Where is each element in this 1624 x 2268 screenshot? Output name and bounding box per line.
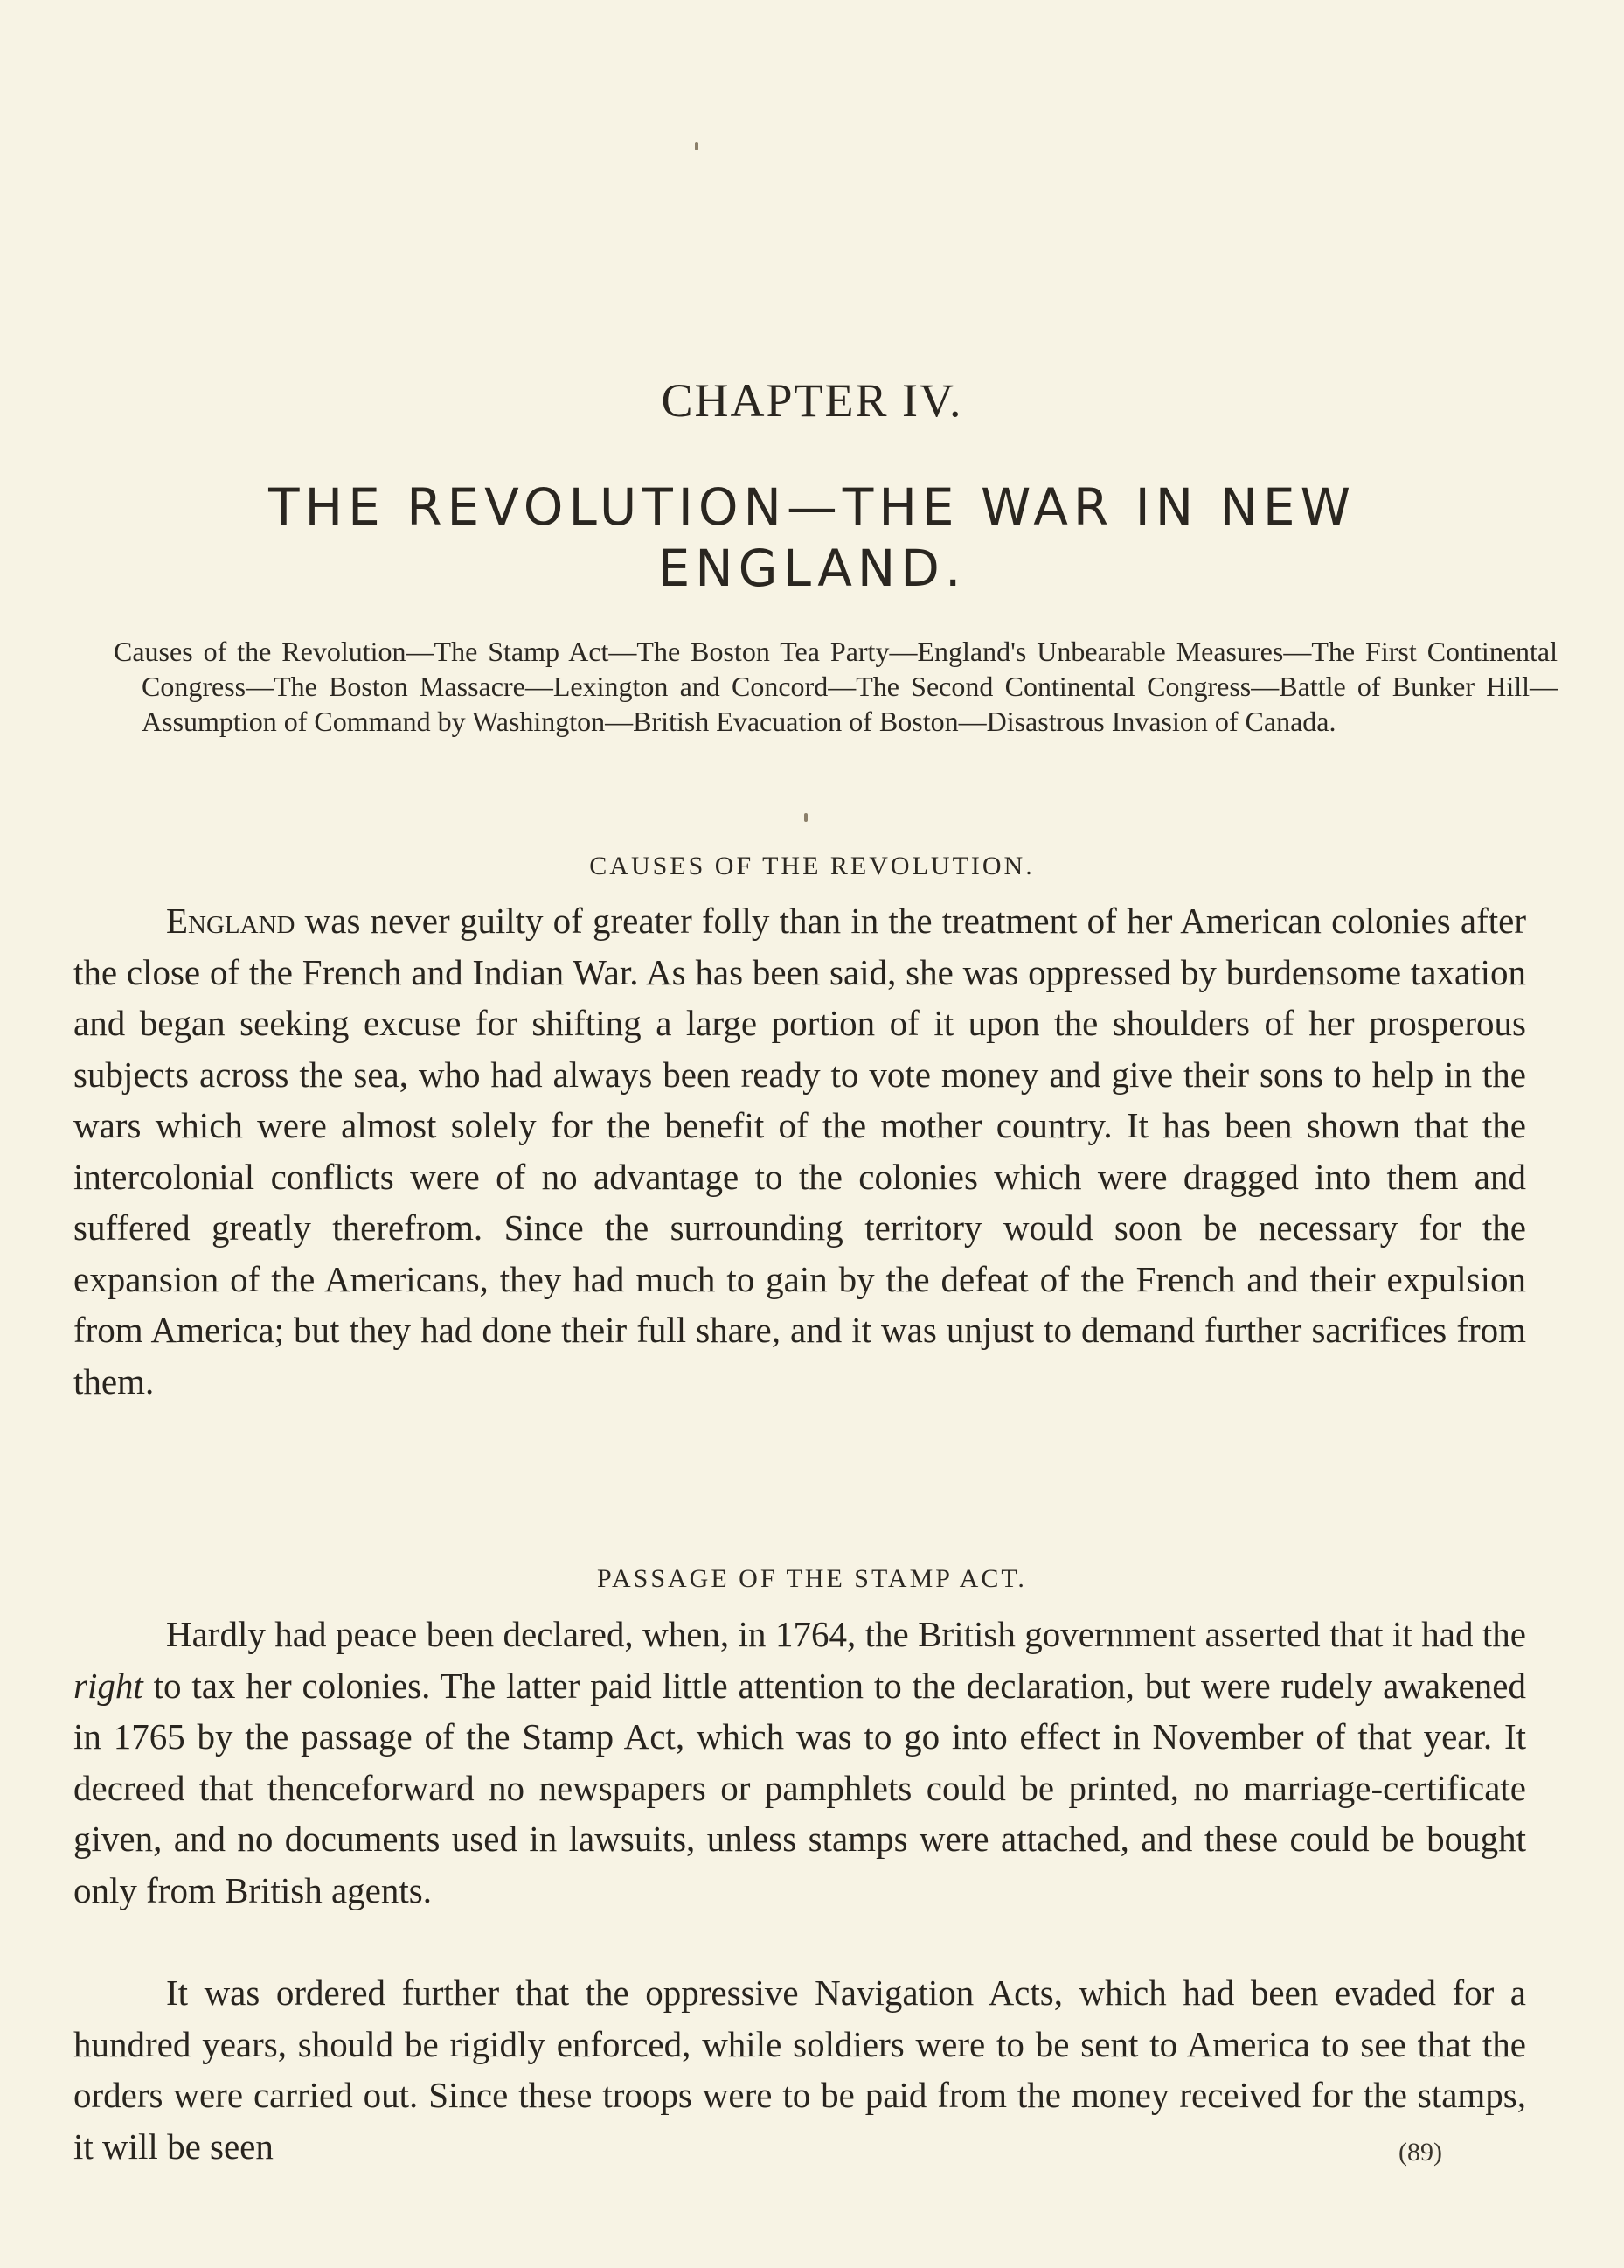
section-heading-stamp-act: PASSAGE OF THE STAMP ACT. xyxy=(597,1564,1027,1593)
chapter-title-line-2: ENGLAND. xyxy=(657,539,967,598)
paragraph-stamp-act xyxy=(73,1609,1526,1916)
ink-speck-mark xyxy=(695,142,698,150)
chapter-summary: Causes of the Revolution—The Stamp Act—The Boston Tea Party—England's Unbearable Measures—The First Continental Congress—The Boston Massacre—Lexington and Concord—The Second Continental Congress—Battle of Bunker Hill—Assumption of Command by Washington—British Evacuation of Boston—Disastrous Invasion of Canada. xyxy=(114,636,1558,737)
chapter-title-line-1: THE REVOLUTION—THE WAR IN NEW xyxy=(268,477,1356,537)
page-number: (89) xyxy=(1398,2138,1442,2167)
paragraph-text: to tax her colonies. The latter paid little attention to the declaration, but were rudely awakened in 1765 by the passage of the Stamp Act, which was to go into effect in November of that year. It decreed that thenceforward no newspapers or pamphlets could be printed, no marriage-certificate given, and no documents used in lawsuits, unless stamps were attached, and these could be bought only from British agents. xyxy=(73,1665,1526,1910)
italic-word: right xyxy=(73,1665,143,1706)
paragraph-causes xyxy=(73,895,1526,1407)
chapter-number: CHAPTER IV. xyxy=(661,374,963,427)
ink-speck-mark xyxy=(804,813,808,822)
paragraph-navigation-acts: It was ordered further that the oppressive Navigation Acts, which had been evaded for a hundred years, should be rigidly enforced, while soldiers were to be sent to America to see that the orders were carried out. Since these troops were to be paid from the money received for the stamps, it will be seen xyxy=(73,1972,1526,2167)
paragraph-text: was never guilty of greater folly than in the treatment of her American colonies after the close of the French and Indian War. As has been said, she was oppressed by burdensome taxation and began seeking excuse for shifting a large portion of it upon the shoulders of her prosperous subjects across the sea, who had always been ready to vote money and give their sons to help in the wars which were almost solely for the benefit of the mother country. It has been shown that the intercolonial conflicts were of no advantage to the colonies which were dragged into them and suffered greatly therefrom. Since the surrounding territory would soon be necessary for the expansion of the Americans, they had much to gain by the defeat of the French and their expulsion from America; but they had done their full share, and it was unjust to demand further sacrifices from them. xyxy=(73,901,1526,1402)
paragraph-lead-word: England xyxy=(166,901,295,941)
paragraph-text: Hardly had peace been declared, when, in 1764, the British government asserted that it had the xyxy=(166,1614,1526,1654)
chapter-title xyxy=(175,477,1449,599)
section-heading-causes: CAUSES OF THE REVOLUTION. xyxy=(589,852,1035,880)
